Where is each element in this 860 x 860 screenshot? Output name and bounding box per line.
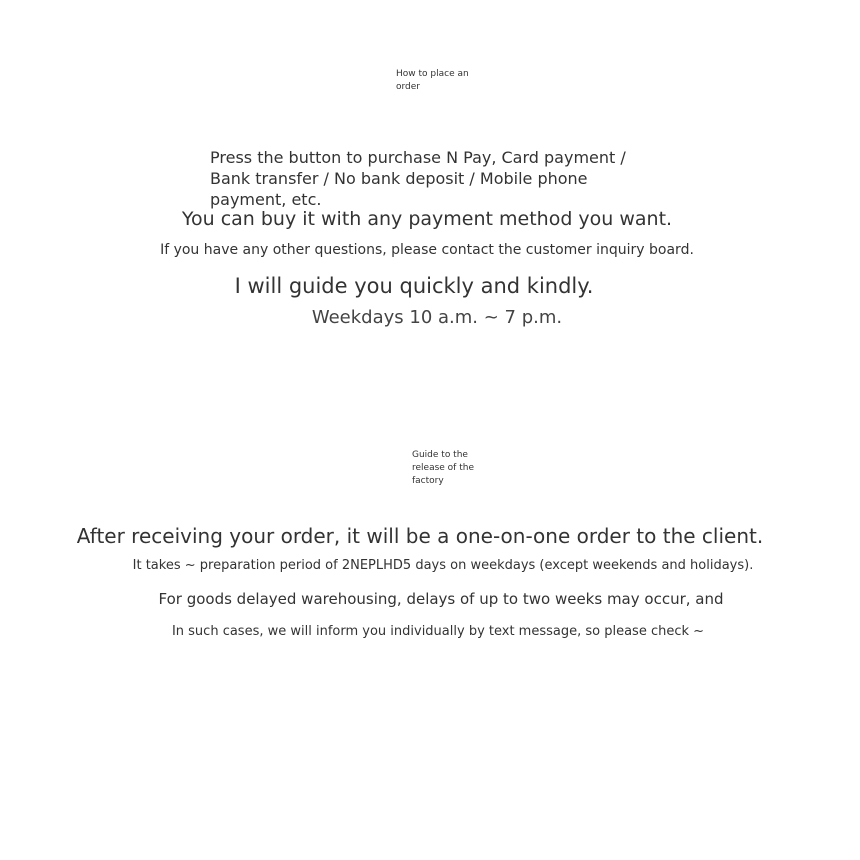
contact-inquiry-text: If you have any other questions, please contact the customer inquiry board. xyxy=(160,242,694,258)
guide-text: I will guide you quickly and kindly. xyxy=(234,274,594,298)
client-order-text: After receiving your order, it will be a one-on-one order to the client. xyxy=(76,524,764,548)
delay-notice-text: For goods delayed warehousing, delays of up to two weeks may occur, and xyxy=(158,590,724,608)
inform-notice-text: In such cases, we will inform you individually by text message, so please check ~ xyxy=(171,624,705,639)
purchase-methods-text: Press the button to purchase N Pay, Card payment / Bank transfer / No bank deposit / Mobile phone payment, etc. xyxy=(210,148,626,209)
any-payment-text: You can buy it with any payment method you want. xyxy=(181,208,673,230)
business-hours-text: Weekdays 10 a.m. ~ 7 p.m. xyxy=(311,307,563,328)
release-section-title: Guide to the release of the factory xyxy=(412,450,474,486)
order-section-title: How to place an order xyxy=(396,69,469,92)
preparation-period-text: It takes ~ preparation period of 2NEPLHD5 days on weekdays (except weekends and holidays). xyxy=(132,558,754,573)
